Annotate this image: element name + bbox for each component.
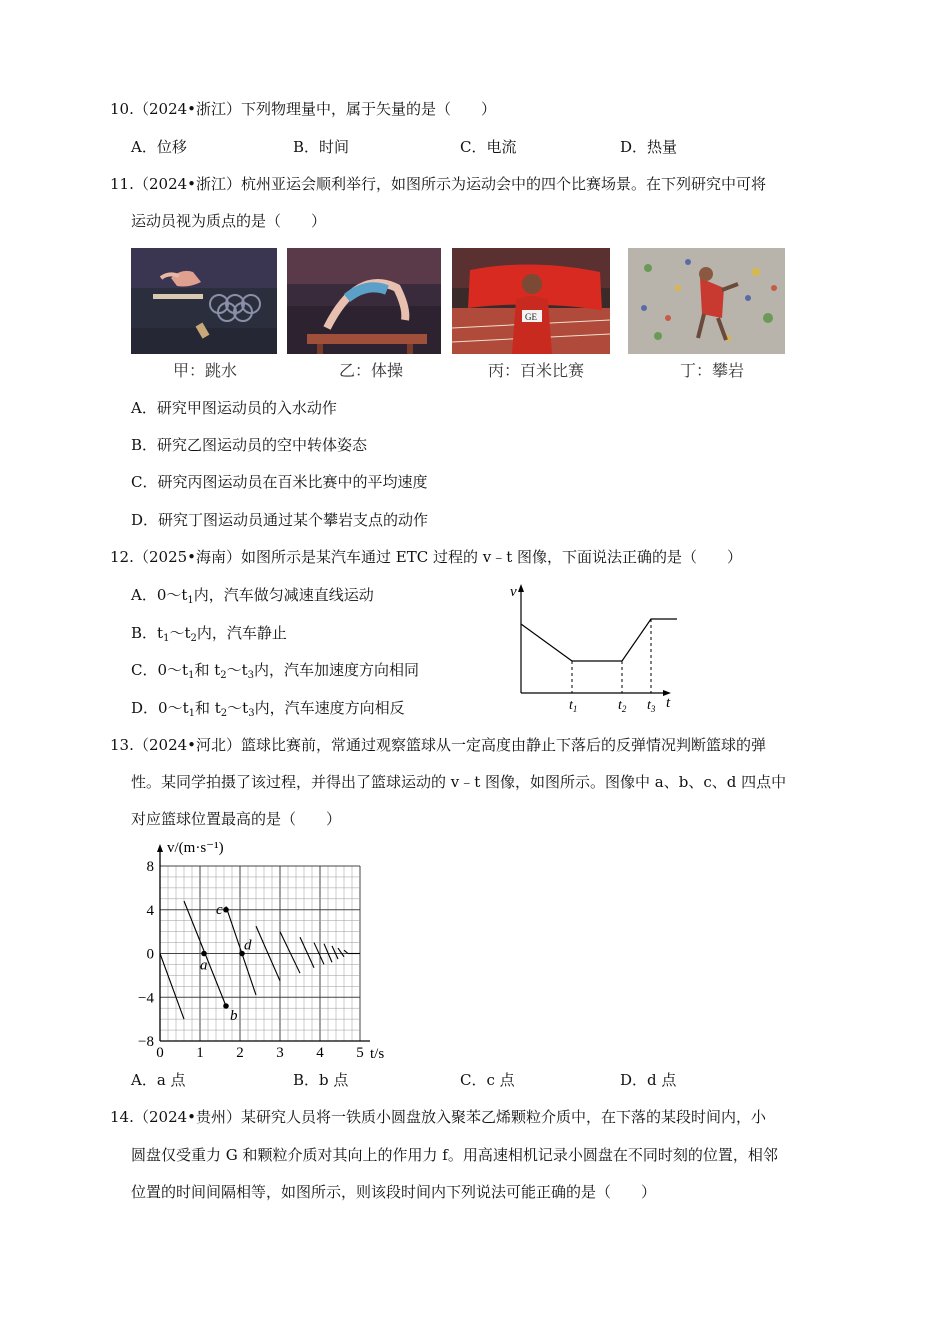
etc-v-label: v [510, 584, 517, 600]
x-tick-label: 0 [156, 1045, 164, 1061]
etc-velocity-line [521, 619, 677, 661]
q10-option-b: B．时间 [293, 138, 350, 156]
point-label-b: b [230, 1008, 238, 1024]
y-tick-label: 8 [146, 859, 154, 875]
photo-sprint [452, 248, 610, 354]
q11-stem-line1: （2024•浙江）杭州亚运会顺利举行，如图所示为运动会中的四个比赛场景。在下列研究中可将 [134, 175, 767, 193]
chart-y-label: v/(m·s⁻¹) [167, 840, 224, 856]
velocity-segment [338, 948, 344, 957]
point-label-d: d [244, 937, 252, 954]
q12-number: 12. [110, 548, 134, 566]
point-label-c: c [216, 901, 223, 918]
q13-option-c: C．c 点 [460, 1071, 515, 1089]
q13-option-b: B．b 点 [293, 1071, 349, 1089]
point-c [223, 907, 229, 913]
bib-number: GE [525, 312, 537, 322]
x-tick-label: 2 [236, 1045, 244, 1061]
velocity-segment [280, 932, 300, 974]
q12-option-c: C．$0\sim t_1$和 $t_2\sim t_3$内，汽车加速度方向相同 [131, 661, 420, 681]
y-tick-label: 4 [146, 902, 154, 919]
velocity-segment [226, 906, 256, 995]
q11-stem-line2: 运动员视为质点的是（ ） [131, 212, 327, 230]
q11-option-a: A．研究甲图运动员的入水动作 [131, 399, 337, 417]
q13-stem-line2: 性。某同学拍摄了该过程，并得出了篮球运动的 v﹣t 图像，如图所示。图像中 a、b、c、d 四点中 [131, 773, 787, 791]
caption-diving: 甲：跳水 [173, 361, 238, 380]
etc-t3-label: $t_3$ [647, 698, 656, 714]
q12-option-b: B．$t_1\sim t_2$内，汽车静止 [131, 624, 287, 644]
chart-x-label: t/s [370, 1046, 385, 1062]
etc-vt-graph [505, 582, 690, 717]
y-tick-label: −8 [138, 1034, 154, 1050]
q14-stem-line3: 位置的时间间隔相等，如图所示，则该段时间内下列说法可能正确的是（ ） [131, 1183, 657, 1201]
q14-number: 14. [110, 1108, 134, 1126]
velocity-segment [332, 946, 338, 959]
x-tick-label: 4 [316, 1045, 324, 1061]
point-a [201, 951, 207, 957]
x-tick-label: 3 [276, 1045, 284, 1061]
q11-option-c: C．研究丙图运动员在百米比赛中的平均速度 [131, 473, 428, 491]
photo-climbing [628, 248, 785, 354]
q10-option-d: D．热量 [620, 138, 678, 156]
photo-diving [131, 248, 277, 354]
q12-stem: （2025•海南）如图所示是某汽车通过 ETC 过程的 v﹣t 图像，下面说法正确的是（ ） [134, 548, 743, 566]
q13-option-d: D．d 点 [620, 1071, 677, 1089]
x-tick-label: 5 [356, 1045, 364, 1061]
q10-option-c: C．电流 [460, 138, 517, 156]
photo-gymnastics [287, 248, 441, 354]
q13-stem-line1: （2024•河北）篮球比赛前，常通过观察篮球从一定高度由静止下落后的反弹情况判断篮球的弹 [134, 736, 767, 754]
q11-option-d: D．研究丁图运动员通过某个攀岩支点的动作 [131, 511, 429, 529]
y-axis-arrow [157, 844, 163, 852]
q12-option-d: D．$0\sim t_1$和 $t_2\sim t_3$内，汽车速度方向相反 [131, 699, 405, 719]
etc-y-arrow [518, 584, 524, 592]
caption-gymnastics: 乙：体操 [339, 361, 404, 380]
q14-stem-line2: 圆盘仅受重力 G 和颗粒介质对其向上的作用力 f。用高速相机记录小圆盘在不同时刻的位置，相邻 [131, 1146, 778, 1164]
q11-number: 11. [110, 175, 134, 193]
point-label-a: a [200, 957, 208, 974]
y-tick-label: 0 [146, 946, 154, 963]
q13-stem-line3: 对应篮球位置最高的是（ ） [131, 810, 342, 828]
q10-option-a: A．位移 [131, 138, 187, 156]
point-b [223, 1003, 229, 1009]
etc-t1-label: $t_1$ [569, 698, 578, 714]
q13-number: 13. [110, 736, 134, 754]
etc-t-label: t [666, 695, 671, 711]
q10-stem: （2024•浙江）下列物理量中，属于矢量的是（ ） [134, 100, 497, 118]
basketball-vt-chart [125, 836, 400, 1066]
q11-option-b: B．研究乙图运动员的空中转体姿态 [131, 436, 368, 454]
caption-climbing: 丁：攀岩 [680, 361, 745, 380]
x-tick-label: 1 [196, 1045, 204, 1061]
caption-sprint: 丙：百米比赛 [488, 361, 585, 380]
y-tick-label: −4 [138, 990, 154, 1007]
q10-number: 10. [110, 100, 134, 118]
etc-t2-label: $t_2$ [618, 698, 627, 714]
q13-option-a: A．a 点 [131, 1071, 186, 1089]
q12-option-a: A．$0\sim t_1$内，汽车做匀减速直线运动 [131, 586, 374, 606]
q14-stem-line1: （2024•贵州）某研究人员将一铁质小圆盘放入聚苯乙烯颗粒介质中，在下落的某段时间内，小 [134, 1108, 767, 1126]
